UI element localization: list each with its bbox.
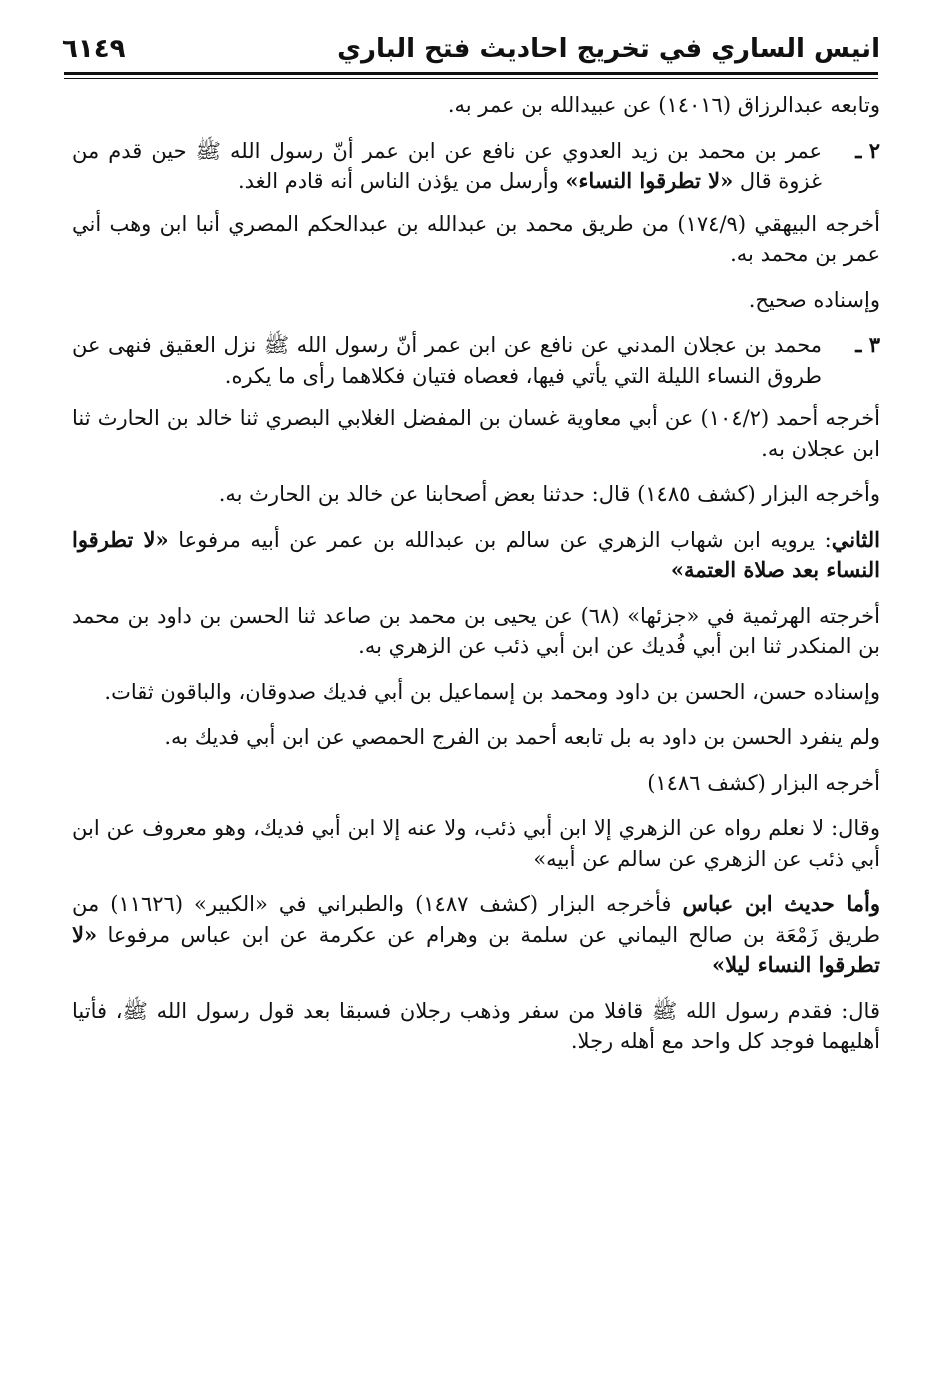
paragraph: ولم ينفرد الحسن بن داود به بل تابعه أحمد بن الفرج الحمصي عن ابن أبي فديك به.	[164, 725, 880, 749]
paragraph-text: : يرويه ابن شهاب الزهري عن سالم بن عبدالله بن عمر عن أبيه مرفوعا	[168, 527, 832, 552]
paragraph: وإسناده صحيح.	[748, 287, 880, 312]
hadith-quote: «لا تطرقوا النساء»	[565, 168, 734, 193]
item-number: ٣ ـ	[855, 332, 880, 357]
paragraph	[72, 525, 880, 586]
numbered-item	[72, 136, 880, 197]
numbered-item	[72, 330, 880, 391]
page-body	[72, 90, 880, 1360]
paragraph: قال: فقدم رسول الله ﷺ قافلا من سفر وذهب رجلان فسبقا بعد قول رسول الله ﷺ، فأتيا أهليهما فوجد كل واحد مع أهله رجلا.	[72, 998, 880, 1053]
item-number: ٢ ـ	[855, 137, 880, 163]
paragraph: وأخرجه البزار (كشف ١٤٨٥) قال: حدثنا بعض أصحابنا عن خالد بن الحارث به.	[218, 482, 880, 506]
item-text-part: عمر بن محمد بن زيد العدوي عن نافع عن ابن عمر أنّ رسول الله ﷺ حين قدم من غزوة قال	[72, 138, 822, 193]
paragraph: وتابعه عبدالرزاق (١٤٠١٦) عن عبيدالله بن عمر به.	[447, 93, 880, 117]
page-number: ٦١٤٩	[62, 34, 126, 64]
paragraph-text: فأخرجه البزار (كشف ١٤٨٧) والطبراني في «الكبير» (١١٦٢٦) من طريق زَمْعَة بن صالح اليماني عن سلمة بن وهرام عن عكرمة عن ابن عباس مرفوعا	[72, 892, 880, 947]
header-rule-thick	[64, 72, 878, 75]
paragraph: أخرجه البزار (كشف ١٤٨٦)	[647, 770, 880, 795]
section-label: وأما حديث ابن عباس	[682, 891, 880, 916]
item-text	[72, 136, 822, 197]
paragraph: وإسناده حسن، الحسن بن داود ومحمد بن إسماعيل بن أبي فديك صدوقان، والباقون ثقات.	[104, 679, 880, 704]
paragraph: أخرجته الهرثمية في «جزئها» (٦٨) عن يحيى بن محمد بن صاعد ثنا الحسن بن داود بن محمد بن المنكدر ثنا ابن أبي فُديك عن ابن أبي ذئب عن الزهري به.	[72, 603, 880, 658]
running-header	[62, 28, 880, 70]
item-text-part: وأرسل من يؤذن الناس أنه قادم الغد.	[237, 169, 566, 193]
paragraph: وقال: لا نعلم رواه عن الزهري إلا ابن أبي ذئب، ولا عنه إلا ابن أبي فديك، وهو معروف عن ابن أبي ذئب عن الزهري عن سالم عن أبيه»	[72, 816, 880, 871]
header-rule-thin	[64, 78, 878, 79]
hadith-quote: «لا تطرقوا النساء ليلا»	[72, 921, 880, 977]
paragraph: أخرجه أحمد (١٠٤/٢) عن أبي معاوية غسان بن المفضل الغلابي البصري ثنا خالد بن الحارث ثنا ابن عجلان به.	[72, 406, 880, 461]
item-text: محمد بن عجلان المدني عن نافع عن ابن عمر أنّ رسول الله ﷺ نزل العقيق فنهى عن طروق النساء الليلة التي يأتي فيها، فعصاه فتيان فكلاهما رأى ما يكره.	[72, 333, 822, 388]
hadith-quote: «لا تطرقوا النساء بعد صلاة العتمة»	[72, 526, 880, 582]
paragraph	[72, 889, 880, 981]
paragraph: أخرجه البيهقي (١٧٤/٩) من طريق محمد بن عبدالله بن عبدالحكم المصري أنبا ابن وهب أني عمر بن محمد به.	[72, 211, 880, 266]
book-title: انيس الساري في تخريج احاديث فتح الباري	[337, 34, 880, 64]
section-label: الثاني	[831, 526, 880, 552]
